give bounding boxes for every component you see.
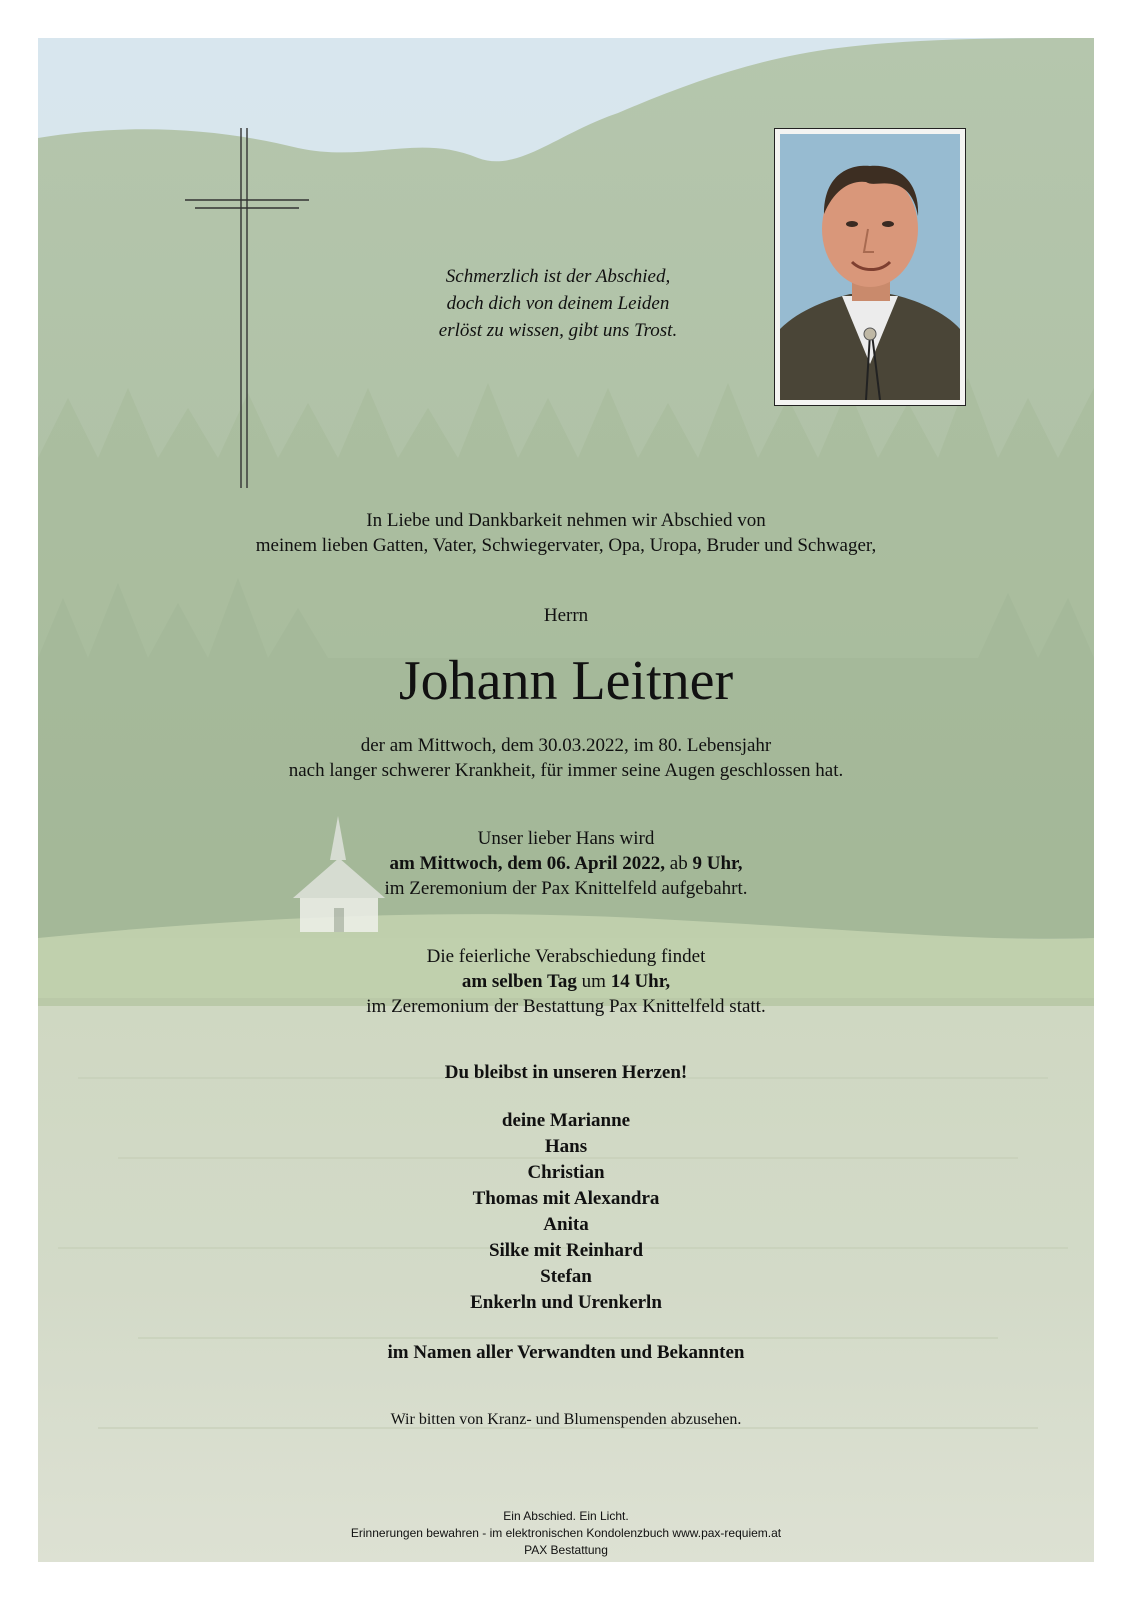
viewing-date: am Mittwoch, dem 06. April 2022, xyxy=(389,853,666,874)
mourner: deine Marianne xyxy=(501,1110,631,1131)
intro-line: In Liebe und Dankbarkeit nehmen wir Abschied von xyxy=(366,510,766,531)
flowers-note: Wir bitten von Kranz- und Blumenspenden abzusehen. xyxy=(390,1411,742,1428)
farewell-day: am selben Tag xyxy=(461,971,577,992)
death-notice xyxy=(38,733,1094,783)
mourner: Hans xyxy=(544,1136,588,1157)
farewell-time: 14 Uhr, xyxy=(610,971,671,992)
deceased-name: Johann Leitner xyxy=(398,650,734,712)
memorial-verse xyxy=(288,263,828,344)
verse-line: erlöst zu wissen, gibt uns Trost. xyxy=(438,320,678,341)
verse-line: doch dich von deinem Leiden xyxy=(446,293,670,314)
farewell-datetime xyxy=(38,969,1094,994)
verse-line: Schmerzlich ist der Abschied, xyxy=(445,266,671,287)
farewell-line: Die feierliche Verabschiedung findet xyxy=(426,946,706,967)
farewell-info xyxy=(38,944,1094,1019)
viewing-time-prefix: ab xyxy=(665,853,693,874)
mourner: Stefan xyxy=(540,1266,592,1287)
viewing-time: 9 Uhr, xyxy=(692,853,743,874)
mourners-list xyxy=(38,1108,1094,1316)
viewing-line: Unser lieber Hans wird xyxy=(477,828,655,849)
farewell-location: im Zeremonium der Bestattung Pax Knittelfeld statt. xyxy=(366,996,766,1017)
salutation: Herrn xyxy=(543,605,589,626)
mourner: Enkerln und Urenkerln xyxy=(470,1292,662,1313)
footer-condolence-link: Erinnerungen bewahren - im elektronischen Kondolenzbuch www.pax-requiem.at xyxy=(350,1526,782,1540)
footer-company: PAX Bestattung xyxy=(524,1543,608,1557)
intro-line: meinem lieben Gatten, Vater, Schwiegervater, Opa, Uropa, Bruder und Schwager, xyxy=(255,535,877,556)
viewing-location: im Zeremonium der Pax Knittelfeld aufgebahrt. xyxy=(384,878,748,899)
footer xyxy=(38,1508,1094,1559)
viewing-datetime xyxy=(38,851,1094,876)
viewing-info xyxy=(38,826,1094,901)
on-behalf-line: im Namen aller Verwandten und Bekannten xyxy=(387,1342,745,1363)
farewell-time-prefix: um xyxy=(576,971,611,992)
intro-text xyxy=(38,508,1094,558)
mourner: Thomas mit Alexandra xyxy=(472,1188,660,1209)
mourner: Anita xyxy=(543,1214,589,1235)
death-notice-line: der am Mittwoch, dem 30.03.2022, im 80. Lebensjahr xyxy=(360,735,772,756)
mourner: Silke mit Reinhard xyxy=(488,1240,644,1261)
mourner: Christian xyxy=(527,1162,605,1183)
footer-slogan: Ein Abschied. Ein Licht. xyxy=(503,1509,629,1523)
death-notice-line: nach langer schwerer Krankheit, für immer seine Augen geschlossen hat. xyxy=(288,760,844,781)
portrait-image xyxy=(780,134,960,400)
portrait-photo xyxy=(774,128,966,406)
obituary-page xyxy=(38,38,1094,1562)
closing-line: Du bleibst in unseren Herzen! xyxy=(444,1062,688,1083)
